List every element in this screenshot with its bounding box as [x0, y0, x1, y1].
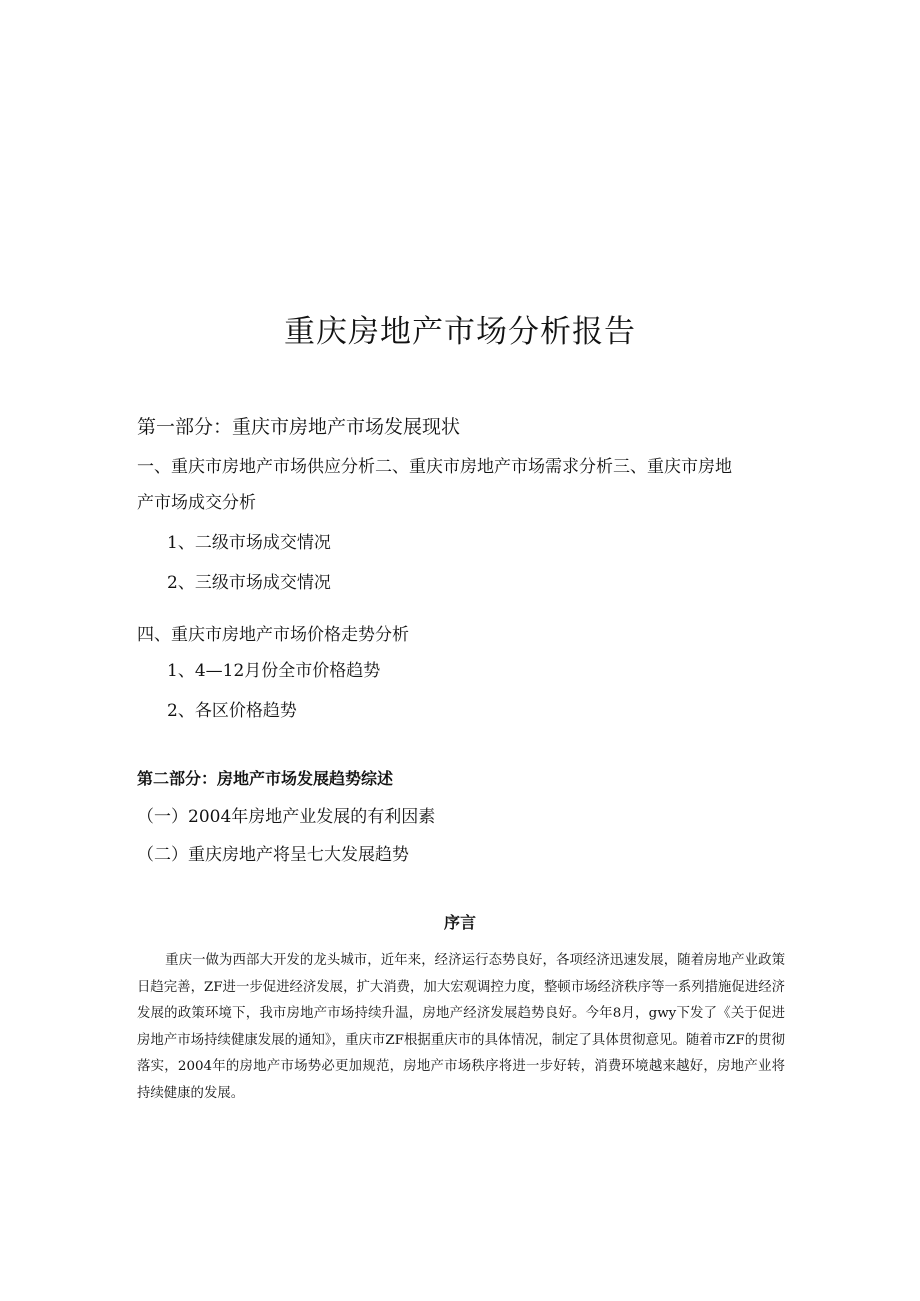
- part1-line-1: 一、重庆市房地产市场供应分析二、重庆市房地产市场需求分析三、重庆市房地: [137, 457, 732, 477]
- preface-body: 重庆一做为西部大开发的龙头城市，近年来，经济运行态势良好，各项经济迅速发展，随着房地产业政策日趋完善，ZF进一步促进经济发展，扩大消费，加大宏观调控力度，整顿市场经济秩序等一系列措施促进经济发展的政策环境下，我市房地产市场持续升温，房地产经济发展趋势良好。今年8月，gwy下发了《关于促进房地产市场持续健康发展的通知》，重庆市ZF根据重庆市的具体情况，制定了具体贯彻意见。随着市ZF的贯彻落实，2004年的房地产市场势必更加规范，房地产市场秩序将进一步好转，消费环境越来越好，房地产业将持续健康的发展。: [137, 953, 785, 1101]
- part1-sub-3: 1、4—12月份全市价格趋势: [167, 661, 381, 681]
- preface-title: 序言: [443, 913, 476, 932]
- part2-heading: 第二部分：房地产市场发展趋势综述: [137, 769, 394, 788]
- part1-heading: 第一部分：重庆市房地产市场发展现状: [137, 416, 461, 438]
- part1-sub-4: 2、各区价格趋势: [167, 701, 297, 721]
- part2-item-2: （二）重庆房地产将呈七大发展趋势: [137, 845, 409, 865]
- document-title: 重庆房地产市场分析报告: [284, 314, 636, 350]
- part1-section-4: 四、重庆市房地产市场价格走势分析: [137, 625, 409, 645]
- part1-sub-2: 2、三级市场成交情况: [167, 573, 331, 593]
- part1-sub-1: 1、二级市场成交情况: [167, 533, 331, 553]
- part2-item-1: （一）2004年房地产业发展的有利因素: [137, 807, 436, 827]
- part1-line-2: 产市场成交分析: [137, 493, 256, 513]
